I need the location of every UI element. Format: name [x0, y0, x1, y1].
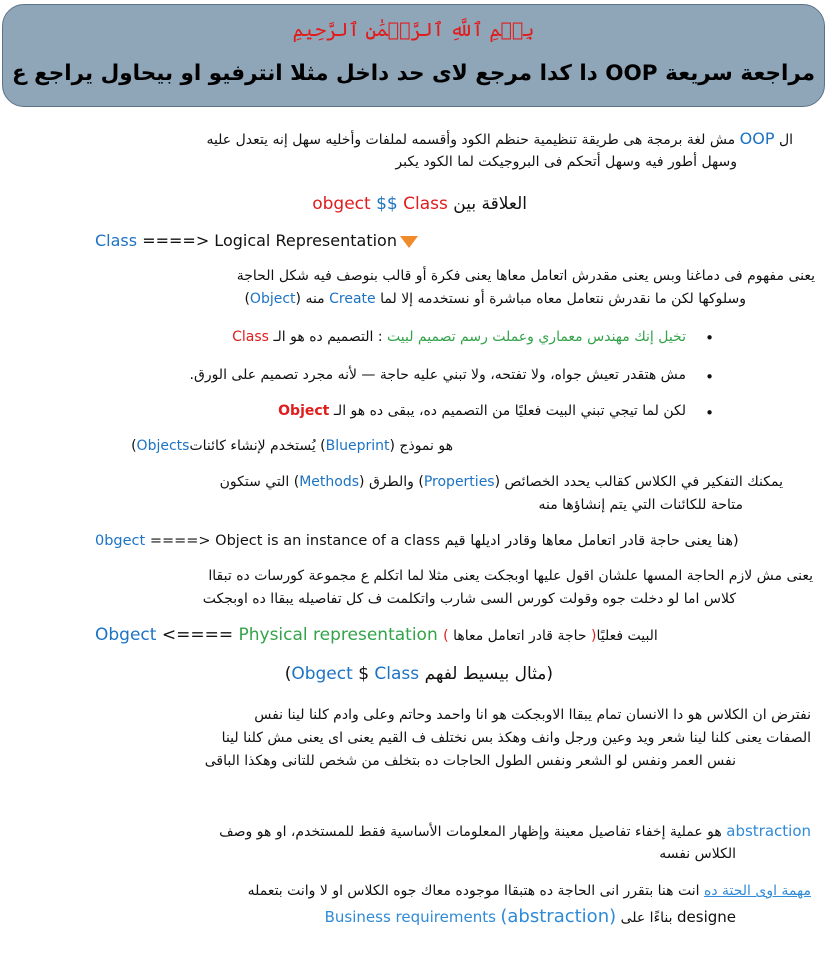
basmala: بِسۡمِ ٱللَّهِ ٱلرَّحۡمَٰنِ ٱلرَّحِيمِ	[292, 19, 535, 41]
physical-representation: Obgect <==== Physical representation البيت فعليًا( حاجة قادر اتعامل معاها )	[95, 625, 658, 645]
example-heading: (مثال بيسيط لفهم Obgect $ Class)	[284, 664, 553, 684]
arrow-down-icon	[400, 236, 418, 248]
task-line-2: designe بناءًا على Business requirements (abstraction)	[324, 906, 736, 927]
class-explanation-1: يعنى مفهوم فى دماغنا وبس يعنى مقدرش اتعامل معاها يعنى فكرة أو قالب بنوصف فيه شكل الحاجة	[236, 268, 815, 284]
class-definition: Class ====> Logical Representation	[95, 230, 418, 252]
person-line-2: الصفات يعنى كلنا لينا شعر ويد وعين ورجل وانف وهكذ بس نختلف ف القيم يعنى اى يعنى مش كلنا لينا	[221, 730, 811, 746]
class-explanation-2: وسلوكها لكن ما نقدرش نتعامل معاه مباشرة أو نستخدمه إلا لما Create منه (Object)	[244, 291, 746, 307]
task-line-1: مهمة اوى الحتة ده انت هنا بتقرر انى الحاجة ده هتبقاا موجوده معاك جوه الكلاس او لا وانت بتعمله	[247, 883, 811, 899]
bullet-dot: •	[705, 329, 714, 347]
oop-term: OOP	[739, 129, 775, 148]
object-explanation-1: يعنى مش لازم الحاجة المسها علشان اقول عليها اوبجكت يعنى مثلا لما اتكلم ع مجموعة كورسات ده تبقاا	[208, 568, 813, 584]
person-line-1: نفترض ان الكلاس هو دا الانسان تمام يبقاا الاوبجكت هو انا واحمد وحاتم وعلى وادم كلنا لينا نفس	[254, 707, 811, 723]
object-definition: 0bgect ====> Object is an instance of a class (هنا يعنى حاجة قادر اتعامل معاها وقادر اديلها قيم	[95, 533, 739, 549]
abstraction-line-1: abstraction هو عملية إخفاء تفاصيل معينة وإظهار المعلومات الأساسية فقط للمستخدم، او هو وصف	[219, 822, 811, 840]
intro-line-1: ال OOP مش لغة برمجة هى طريقة تنظيمية حنظم الكود وأقسمه لملفات وأخليه سهل إنه يتعدل عليه	[206, 129, 793, 148]
important-link[interactable]: مهمة اوى الحتة ده	[703, 883, 811, 899]
bullet-1: تخيل إنك مهندس معماري وعملت رسم تصميم لبيت : التصميم ده هو الـ Class	[232, 329, 686, 345]
bullet-3: لكن لما تيجي تبني البيت فعليًا من التصميم ده، يبقى ده هو الـ Object	[278, 403, 686, 419]
bullet-dot: •	[705, 404, 714, 422]
page-title: دا كدا مرجع لاى حد داخل مثلا انترفيو او بيحاول يراجع ع OOP مراجعة سريعة	[11, 61, 816, 86]
bullet-2: مش هتقدر تعيش جواه، ولا تفتحه، ولا تبني عليه حاجة — لأنه مجرد تصميم على الورق.	[189, 367, 686, 383]
bullet-dot: •	[705, 368, 714, 386]
blueprint-line: هو نموذج (Blueprint) يُستخدم لإنشاء كائناتObjects)	[131, 438, 453, 454]
abstraction-line-2: الكلاس نفسه	[659, 846, 736, 862]
think-line-1: يمكنك التفكير في الكلاس كقالب يحدد الخصائص (Properties) والطرق (Methods) التي ستكون	[219, 474, 783, 490]
object-explanation-2: كلاس اما لو دخلت جوه وقولت كورس السى شارب واتكلمت ف كل تفاصيله يبقاا ده اوبجكت	[202, 591, 736, 607]
intro-line-2: وسهل أطور فيه وسهل أتحكم فى البروجيكت لما الكود يكبر	[395, 154, 737, 170]
header-banner	[2, 4, 825, 107]
think-line-2: متاحة للكائنات التي يتم إنشاؤها منه	[538, 497, 743, 513]
person-line-3: نفس العمر ونفس لو الشعر ونفس الطول الحاجات ده بتخلف من شخص للتانى وهكذا الباقى	[204, 753, 736, 769]
relation-heading: العلاقة بين obgect $$ Class	[312, 194, 527, 214]
